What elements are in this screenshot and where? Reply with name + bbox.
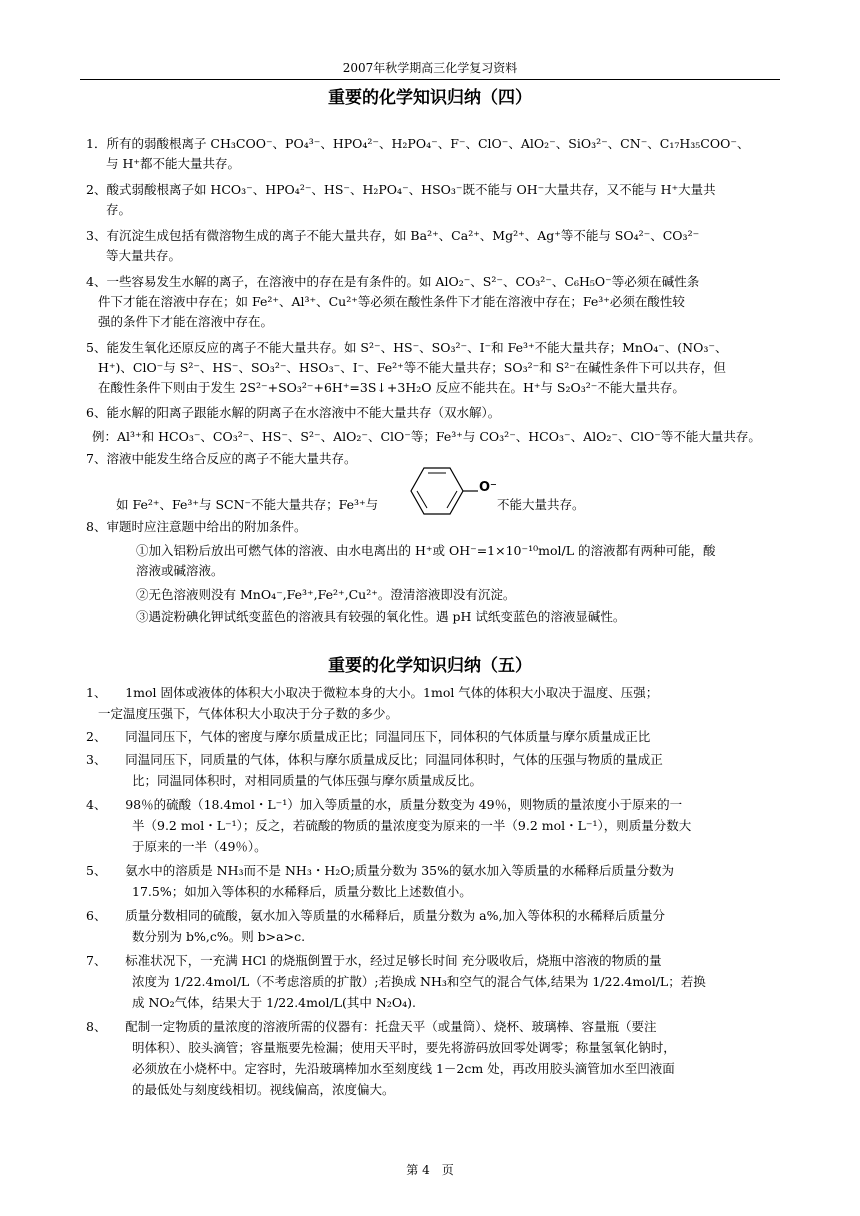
s4-line-14: 例：Al³⁺和 HCO₃⁻、CO₃²⁻、HS⁻、S²⁻、AlO₂⁻、ClO⁻等；Fe³⁺与 CO₃²⁻、HCO₃⁻、AlO₂⁻、ClO⁻等不能大量共存。 — [92, 429, 761, 444]
s4-line-1: 1．所有的弱酸根离子 CH₃COO⁻、PO₄³⁻、HPO₄²⁻、H₂PO₄⁻、F⁻、ClO⁻、AlO₂⁻、SiO₃²⁻、CN⁻、C₁₇H₃₅COO⁻、 — [86, 136, 750, 151]
page-header: 2007年秋学期高三化学复习资料 — [342, 61, 518, 75]
s4-line-4: 存。 — [106, 202, 132, 217]
s5-line-4: 3、 同温同压下，同质量的气体，体积与摩尔质量成反比；同温同体积时，气体的压强与物质的量成正 — [86, 752, 663, 767]
header-rule — [80, 79, 780, 80]
s4-line-21: ③遇淀粉碘化钾试纸变蓝色的溶液具有较强的氧化性。遇 pH 试纸变蓝色的溶液显碱性。 — [136, 609, 626, 624]
s4-line-17: 8、审题时应注意题中给出的附加条件。 — [86, 519, 307, 534]
s5-line-3: 2、 同温同压下，气体的密度与摩尔质量成正比；同温同压下，同体积的气体质量与摩尔质量成正比 — [86, 729, 651, 744]
phenoxide-label: O⁻ — [479, 480, 497, 495]
s5-line-17: 明体积）、胶头滴管；容量瓶要先检漏；使用天平时，要先将游码放回零处调零；称量氢氧化钠时， — [132, 1040, 676, 1055]
s4-line-3: 2、酸式弱酸根离子如 HCO₃⁻、HPO₄²⁻、HS⁻、H₂PO₄⁻、HSO₃⁻既不能与 OH⁻大量共存，又不能与 H⁺大量共 — [86, 182, 716, 197]
s5-line-1: 1、 1mol 固体或液体的体积大小取决于微粒本身的大小。1mol 气体的体积大小取决于温度、压强； — [86, 685, 659, 700]
s5-line-14: 浓度为 1/22.4mol/L（不考虑溶质的扩散）;若换成 NH₃和空气的混合气体,结果为 1/22.4mol/L；若换 — [132, 974, 706, 989]
s4-line-10: 5、能发生氧化还原反应的离子不能大量共存。如 S²⁻、HS⁻、SO₃²⁻、I⁻和 Fe³⁺不能大量共存；MnO₄⁻、(NO₃⁻、 — [86, 340, 728, 355]
s4-line-5: 3、有沉淀生成包括有微溶物生成的离子不能大量共存，如 Ba²⁺、Ca²⁺、Mg²⁺、Ag⁺等不能与 SO₄²⁻、CO₃²⁻ — [86, 228, 700, 243]
s4-line-11: H⁺)、ClO⁻与 S²⁻、HS⁻、SO₃²⁻、HSO₃⁻、I⁻、Fe²⁺等不能大量共存；SO₃²⁻和 S²⁻在碱性条件下可以共存，但 — [98, 360, 726, 375]
s4-line-13: 6、能水解的阳离子跟能水解的阴离子在水溶液中不能大量共存（双水解）。 — [86, 405, 501, 420]
section-4-title: 重要的化学知识归纳（四） — [328, 88, 532, 108]
s5-line-5: 比；同温同体积时，对相同质量的气体压强与摩尔质量成反比。 — [132, 773, 483, 788]
s4-line-16b: 不能大量共存。 — [497, 497, 585, 512]
s5-line-13: 7、 标准状况下，一充满 HCl 的烧瓶倒置于水，经过足够长时间 充分吸收后，烧瓶中溶液的物质的量 — [86, 953, 662, 968]
s5-line-16: 8、 配制一定物质的量浓度的溶液所需的仪器有：托盘天平（或量筒）、烧杯、玻璃棒、容量瓶（要注 — [86, 1019, 657, 1034]
s5-line-15: 成 NO₂气体，结果大于 1/22.4mol/L(其中 N₂O₄). — [132, 995, 416, 1010]
s4-line-18: ①加入铝粉后放出可燃气体的溶液、由水电离出的 H⁺或 OH⁻=1×10⁻¹⁰mol/L 的溶液都有两种可能，酸 — [136, 543, 716, 558]
s5-line-8: 于原来的一半（49％）。 — [132, 839, 267, 854]
s4-line-8: 件下才能在溶液中存在；如 Fe²⁺、Al³⁺、Cu²⁺等必须在酸性条件下才能在溶液中存在；Fe³⁺必须在酸性较 — [98, 294, 685, 309]
s5-line-19: 的最低处与刻度线相切。视线偏高，浓度偏大。 — [132, 1082, 395, 1097]
page-footer: 第 4 页 — [406, 1163, 454, 1177]
s5-line-18: 必须放在小烧杯中。定容时，先沿玻璃棒加水至刻度线 1－2cm 处，再改用胶头滴管加水至凹液面 — [132, 1061, 675, 1076]
s4-line-15: 7、溶液中能发生络合反应的离子不能大量共存。 — [86, 451, 357, 466]
s5-line-2: 一定温度压强下，气体体积大小取决于分子数的多少。 — [98, 706, 399, 721]
s5-line-12: 数分别为 b%,c%。则 b>a>c. — [132, 929, 306, 944]
section-5-title: 重要的化学知识归纳（五） — [328, 656, 532, 676]
s4-line-7: 4、一些容易发生水解的离子，在溶液中的存在是有条件的。如 AlO₂⁻、S²⁻、CO₃²⁻、C₆H₅O⁻等必须在碱性条 — [86, 274, 700, 289]
s4-line-19: 溶液或碱溶液。 — [136, 563, 224, 578]
s4-line-16: 如 Fe²⁺、Fe³⁺与 SCN⁻不能大量共存；Fe³⁺与 — [116, 497, 379, 512]
s4-line-20: ②无色溶液则没有 MnO₄⁻,Fe³⁺,Fe²⁺,Cu²⁺。澄清溶液即没有沉淀。 — [136, 587, 516, 602]
s5-line-11: 6、 质量分数相同的硫酸，氨水加入等质量的水稀释后，质量分数为 a%,加入等体积的水稀释后质量分 — [86, 908, 665, 923]
s4-line-6: 等大量共存。 — [106, 248, 182, 263]
s4-line-9: 强的条件下才能在溶液中存在。 — [98, 314, 274, 329]
s5-line-6: 4、 98％的硫酸（18.4mol・L⁻¹）加入等质量的水，质量分数变为 49％，则物质的量浓度小于原来的一 — [86, 797, 683, 812]
s4-line-12: 在酸性条件下则由于发生 2S²⁻+SO₃²⁻+6H⁺=3S↓+3H₂O 反应不能共在。H⁺与 S₂O₃²⁻不能大量共存。 — [98, 380, 685, 395]
s4-line-2: 与 H⁺都不能大量共存。 — [106, 156, 240, 171]
s5-line-7: 半（9.2 mol・L⁻¹）；反之，若硫酸的物质的量浓度变为原来的一半（9.2 mol・L⁻¹），则质量分数大 — [132, 818, 692, 833]
s5-line-9: 5、 氨水中的溶质是 NH₃而不是 NH₃・H₂O;质量分数为 35%的氨水加入等质量的水稀释后质量分数为 — [86, 863, 674, 878]
phenoxide-structure-icon — [402, 466, 502, 518]
s5-line-10: 17.5%；如加入等体积的水稀释后，质量分数比上述数值小。 — [132, 884, 472, 899]
